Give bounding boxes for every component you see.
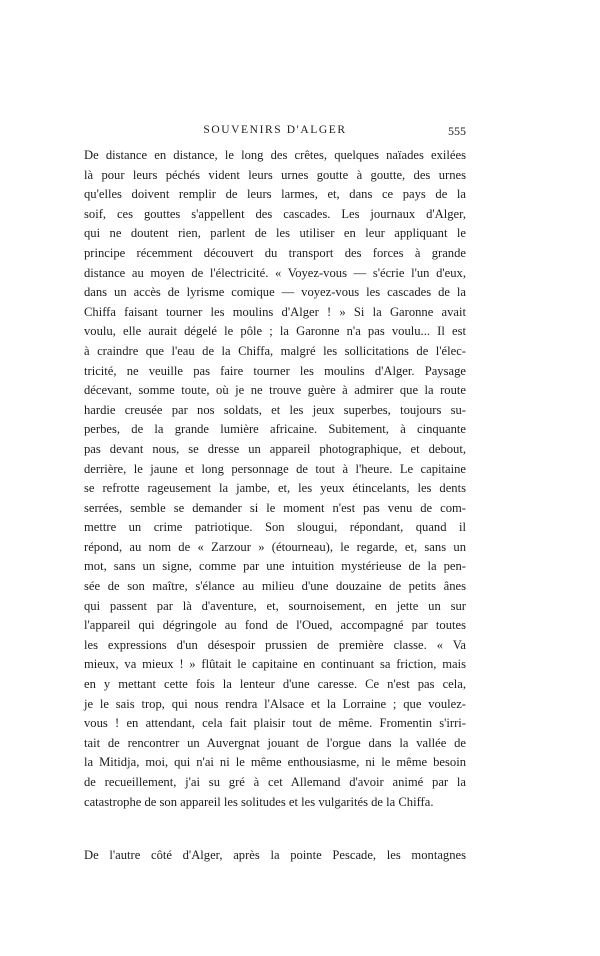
text-line: De l'autre côté d'Alger, après la pointe Pescade, les montagnes	[84, 848, 466, 863]
text-line: dans un accès de lyrisme comique — voyez-vous les cascades de la	[84, 285, 466, 300]
text-line: voulu, elle aurait dégelé le pôle ; la Garonne n'a pas voulu... Il est	[84, 324, 466, 339]
paragraph-2	[84, 846, 466, 866]
text-line: là pour leurs péchés vident leurs urnes goutte à goutte, des urnes	[84, 167, 466, 182]
page-number: 555	[448, 124, 466, 138]
text-line: qui passent par là d'aventure, et, sournoisement, en jette un sur	[84, 598, 466, 613]
text-line: qu'elles doivent remplir de leurs larmes, et, dans ce pays de la	[84, 187, 466, 202]
text-line: en y mettant cette fois la lenteur d'une caresse. Ce n'est pas cela,	[84, 677, 466, 692]
text-line: derrière, le jaune et long personnage de tout à l'heure. Le capitaine	[84, 461, 466, 476]
text-line: mot, sans un signe, comme par une intuition mystérieuse de la pen-	[84, 559, 466, 574]
text-line: les expressions d'un désespoir prussien de première classe. « Va	[84, 637, 466, 652]
text-line: soif, ces gouttes s'appellent des cascades. Les journaux d'Alger,	[84, 206, 466, 221]
text-line: se refrotte rageusement la jambe, et, les yeux étincelants, les dents	[84, 481, 466, 496]
text-line: tait de rencontrer un Auvergnat jouant de l'orgue dans la vallée de	[84, 735, 466, 750]
text-line: serrées, semble se demander si le moment n'est pas venu de com-	[84, 500, 466, 515]
text-line: la Mitidja, moi, qui n'ai ni le même enthousiasme, ni le même besoin	[84, 755, 466, 770]
text-line: qui ne doutent rien, parlent de les utiliser en leur appliquant le	[84, 226, 466, 241]
text-line: distance au moyen de l'électricité. « Voyez-vous — s'écrie l'un d'eux,	[84, 265, 466, 280]
text-line: vous ! en attendant, cela fait plaisir tout de même. Fromentin s'irri-	[84, 716, 466, 731]
text-line: répond, au nom de « Zarzour » (étourneau), le regarde, et, sans un	[84, 539, 466, 554]
running-head	[84, 124, 466, 142]
section-gap	[84, 812, 466, 846]
text-line: perbes, de la grande lumière africaine. Subitement, à cinquante	[84, 422, 466, 437]
text-line: mettre un crime patriotique. Son slougui, répondant, quand il	[84, 520, 466, 535]
text-line: mieux, va mieux ! » flûtait le capitaine en continuant sa friction, mais	[84, 657, 466, 672]
text-line: catastrophe de son appareil les solitudes et les vulgarités de la Chiffa.	[84, 794, 434, 809]
text-line: De distance en distance, le long des crêtes, quelques naïades exilées	[84, 148, 466, 162]
text-line: de recueillement, j'ai su gré à cet Allemand d'avoir animé par la	[84, 775, 466, 789]
text-line: tricité, ne veuille pas faire tourner les moulins d'Alger. Paysage	[84, 363, 466, 378]
text-line: principe récemment découvert du transport des forces à grande	[84, 245, 466, 260]
paragraph-1	[84, 146, 466, 812]
body-text	[84, 146, 466, 866]
running-title: SOUVENIRS D'ALGER	[203, 124, 347, 136]
text-line: décevant, somme toute, où je ne trouve guère à admirer que la route	[84, 383, 466, 398]
text-line: hardie creusée par nos soldats, et les jeux superbes, toujours su-	[84, 402, 466, 417]
text-line: l'appareil qui dégringole au fond de l'Oued, accompagné par toutes	[84, 618, 466, 633]
text-line: à craindre que l'eau de la Chiffa, malgré les sollicitations de l'élec-	[84, 343, 466, 358]
text-line: sée de son maître, s'élance au milieu d'une douzaine de petits ânes	[84, 579, 466, 594]
text-line: Chiffa faisant tourner les moulins d'Alger ! » Si la Garonne avait	[84, 304, 466, 319]
text-line: pas devant nous, se dresse un appareil photographique, et debout,	[84, 441, 466, 456]
text-line: je le sais trop, qui nous rendra l'Alsace et la Lorraine ; que voulez-	[84, 696, 466, 711]
